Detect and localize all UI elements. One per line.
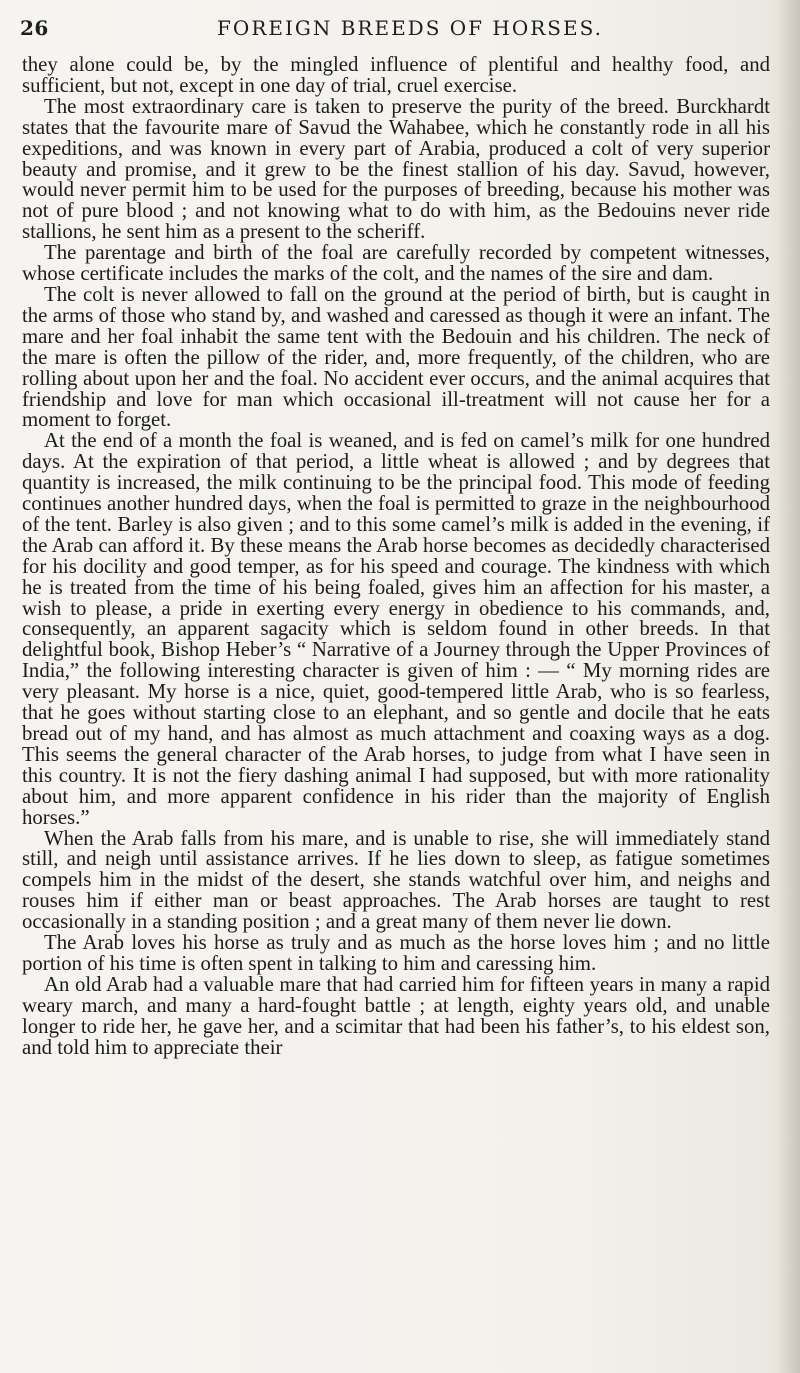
body-text [22, 55, 770, 1059]
paragraph: The most extraordinary care is taken to preserve the purity of the breed. Burckhardt states that the favourite mare of Savud the Wahabee, which he constantly rode in all his expeditions, and was known in every part of Arabia, produced a colt of very superior beauty and promise, and it grew to be the finest stallion of his day. Savud, however, would never permit him to be used for the purposes of breeding, because his mother was not of pure blood ; and not knowing what to do with him, as the Bedouins never ride stallions, he sent him as a present to the scheriff. [22, 94, 770, 244]
page-number: 26 [20, 16, 49, 40]
paragraph: The parentage and birth of the foal are carefully recorded by competent witnesses, whose certificate includes the marks of the colt, and the names of the sire and dam. [22, 241, 770, 286]
paragraph: At the end of a month the foal is weaned, and is fed on camel’s milk for one hundred days. At the expiration of that period, a little wheat is allowed ; and by degrees that quantity is increased, the milk continuing to be the principal food. This mode of feeding continues another hundred days, when the foal is permitted to graze in the neighbourhood of the tent. Barley is also given ; and to this some camel’s milk is added in the evening, if the Arab can afford it. By these means the Arab horse becomes as decidedly characterised for his docility and good temper, as for his speed and courage. The kindness with which he is treated from the time of his being foaled, gives him an affection for his master, a wish to please, a pride in exerting every energy in obedience to his commands, and, consequently, an apparent sagacity which is seldom found in other breeds. In that delightful book, Bishop Heber’s “ Narrative of a Journey through the Upper Provinces of India,” the following interesting character is given of him : — “ My morning rides are very pleasant. My horse is a nice, quiet, good-tempered little Arab, who is so fearless, that he goes without starting close to an elephant, and so gentle and docile that he eats bread out of my hand, and has almost as much attachment and coaxing ways as a dog. This seems the general character of the Arab horses, to judge from what I have seen in this country. It is not the fiery dashing animal I had supposed, but with more rationality about him, and more apparent confidence in his rider than the majority of English horses.” [22, 429, 770, 829]
running-title: FOREIGN BREEDS OF HORSES. [217, 16, 603, 40]
paragraph: The Arab loves his horse as truly and as much as the horse loves him ; and no little portion of his time is often spent in talking to him and caressing him. [22, 931, 770, 975]
page-edge-shadow [778, 0, 800, 1373]
paragraph: When the Arab falls from his mare, and is unable to rise, she will immediately stand still, and neigh until assistance arrives. If he lies down to sleep, as fatigue sometimes compels him in the midst of the desert, she stands watchful over him, and neighs and rouses him if either man or beast approaches. The Arab horses are taught to rest occasionally in a standing position ; and a great many of them never lie down. [22, 826, 770, 934]
page-header [20, 12, 760, 48]
paragraph: The colt is never allowed to fall on the ground at the period of birth, but is caught in the arms of those who stand by, and washed and caressed as though it were an infant. The mare and her foal inhabit the same tent with the Bedouin and his children. The neck of the mare is often the pillow of the rider, and, more frequently, of the children, who are rolling about upon her and the foal. No accident ever occurs, and the animal acquires that friendship and love for man which occasional ill-treatment will not cause her for a moment to forget. [22, 282, 770, 432]
paragraph: they alone could be, by the mingled influence of plentiful and healthy food, and sufficient, but not, except in one day of trial, cruel exercise. [22, 53, 770, 97]
paragraph: An old Arab had a valuable mare that had carried him for fifteen years in many a rapid weary march, and many a hard-fought battle ; at length, eighty years old, and unable longer to ride her, he gave her, and a scimitar that had been his father’s, to his eldest son, and told him to appreciate their [22, 972, 770, 1059]
